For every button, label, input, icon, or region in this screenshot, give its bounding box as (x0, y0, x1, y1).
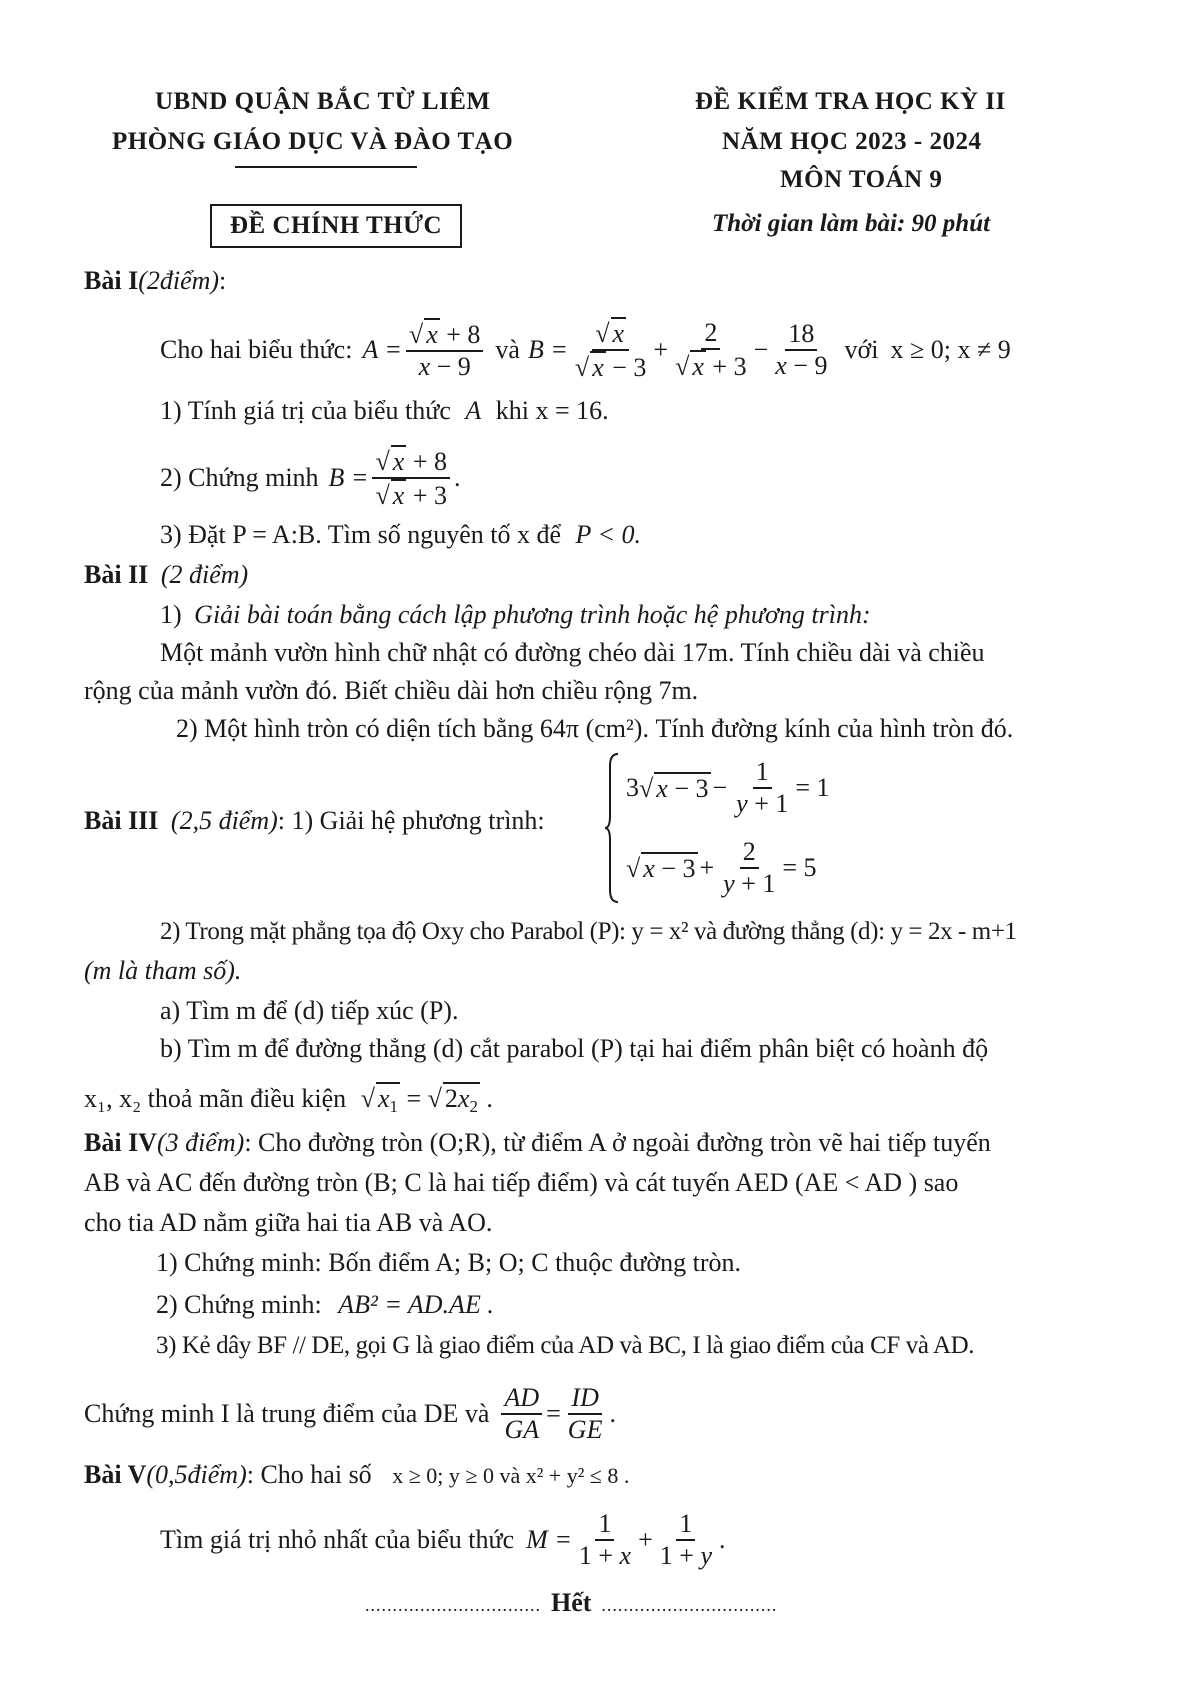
bai3-q2-line1: 2) Trong mặt phẳng tọa độ Oxy cho Parabol (P): y = x² và đường thẳng (d): y = 2x - m+1 (160, 918, 1017, 945)
bai2-q1-text-1: Một mảnh vườn hình chữ nhật có đường chéo dài 17m. Tính chiều dài và chiều (160, 638, 985, 667)
bai4-q1: 1) Chứng minh: Bốn điểm A; B; O; C thuộc đường tròn. (156, 1248, 742, 1277)
bai4-line1: Bài IV(3 điểm): Cho đường tròn (O;R), từ điểm A ở ngoài đường tròn vẽ hai tiếp tuyến (84, 1128, 991, 1157)
header-divider (235, 166, 417, 168)
bai4-line3: cho tia AD nằm giữa hai tia AB và AO. (84, 1208, 493, 1237)
equation-1: 3 √ x − 3 − $\frac{1}{y + 1}$ = 1 (626, 757, 830, 818)
bai2-q1-text-2: rộng của mảnh vườn đó. Biết chiều dài hơn chiều rộng 7m. (84, 676, 699, 705)
bai3-qb-line2: x₁, x₂ thoả mãn điều kiện √ $x_1$ = √ $2x_2$ . (84, 1084, 493, 1117)
subject: MÔN TOÁN 9 (780, 166, 943, 193)
bai5-line2: Tìm giá trị nhỏ nhất của biểu thức M = $\frac{1}{1 + x}$ + $\frac{1}{1 + y}$ . (160, 1509, 726, 1570)
school-year: NĂM HỌC 2023 - 2024 (722, 128, 982, 155)
time-limit: Thời gian làm bài: 90 phút (712, 210, 991, 237)
bai1-heading: Bài I(2điểm): (84, 266, 227, 295)
office-name: PHÒNG GIÁO DỤC VÀ ĐÀO TẠO (112, 128, 514, 155)
bai1-expressions: Cho hai biểu thức: A = $\frac{√ x + 8}{x - 9}$ và B = $\frac{√ x}{√ x - 3}$ + $\frac{2}{√ x + 3}$ − $\frac{18}{x - 9}$ với x ≥ 0; x ≠ 9 (160, 318, 1011, 382)
expr-A: A = (362, 335, 402, 364)
bai4-line2: AB và AC đến đường tròn (B; C là hai tiếp điểm) và cát tuyến AED (AE < AD ) sao (84, 1168, 959, 1197)
bai4-q3b: Chứng minh I là trung điểm của DE và $\frac{AD}{GA}$ = $\frac{ID}{GE}$ . (84, 1383, 616, 1444)
equation-2: √ x − 3 + $\frac{2}{y + 1}$ = 5 (626, 837, 817, 898)
bai2-q1-instruction: 1) Giải bài toán bằng cách lập phương trình hoặc hệ phương trình: (160, 600, 871, 629)
expr-B: B = (527, 335, 568, 364)
bai4-q3: 3) Kẻ dây BF // DE, gọi G là giao điểm của AD và BC, I là giao điểm của CF và AD. (156, 1332, 975, 1359)
department-name: UBND QUẬN BẮC TỪ LIÊM (155, 88, 491, 115)
bai2-heading: Bài II (2 điểm) (84, 560, 249, 589)
bai1-q2: 2) Chứng minh B = $\frac{√ x + 8}{√ x + 3}$ . (160, 447, 461, 510)
bai3-q2-line2: (m là tham số). (84, 956, 242, 985)
bai1-q1: 1) Tính giá trị của biểu thức A khi x = 16. (160, 396, 609, 425)
brace-icon (604, 752, 620, 904)
bai3-qa: a) Tìm m để (d) tiếp xúc (P). (160, 996, 459, 1025)
frac-A: $\frac{√ x + 8}{x - 9}$ (406, 318, 484, 382)
end-marker: ................................ Hết ................................ (365, 1588, 778, 1617)
bai3-heading: Bài III (2,5 điểm): 1) Giải hệ phương trình: (84, 806, 545, 835)
bai1-q3: 3) Đặt P = A:B. Tìm số nguyên tố x để P < 0. (160, 520, 642, 549)
official-stamp-box: ĐỀ CHÍNH THỨC (210, 204, 462, 248)
bai2-q2: 2) Một hình tròn có diện tích bằng 64π (cm²). Tính đường kính của hình tròn đó. (176, 714, 1014, 743)
equation-system (604, 752, 864, 904)
bai3-qb-line1: b) Tìm m để đường thẳng (d) cắt parabol (P) tại hai điểm phân biệt có hoành độ (160, 1034, 989, 1063)
bai4-q2: 2) Chứng minh: AB² = AD.AE . (156, 1290, 494, 1319)
exam-title: ĐỀ KIỂM TRA HỌC KỲ II (695, 88, 1006, 115)
bai5-line1: Bài V(0,5điểm): Cho hai số x ≥ 0; y ≥ 0 và x² + y² ≤ 8 . (84, 1460, 630, 1489)
